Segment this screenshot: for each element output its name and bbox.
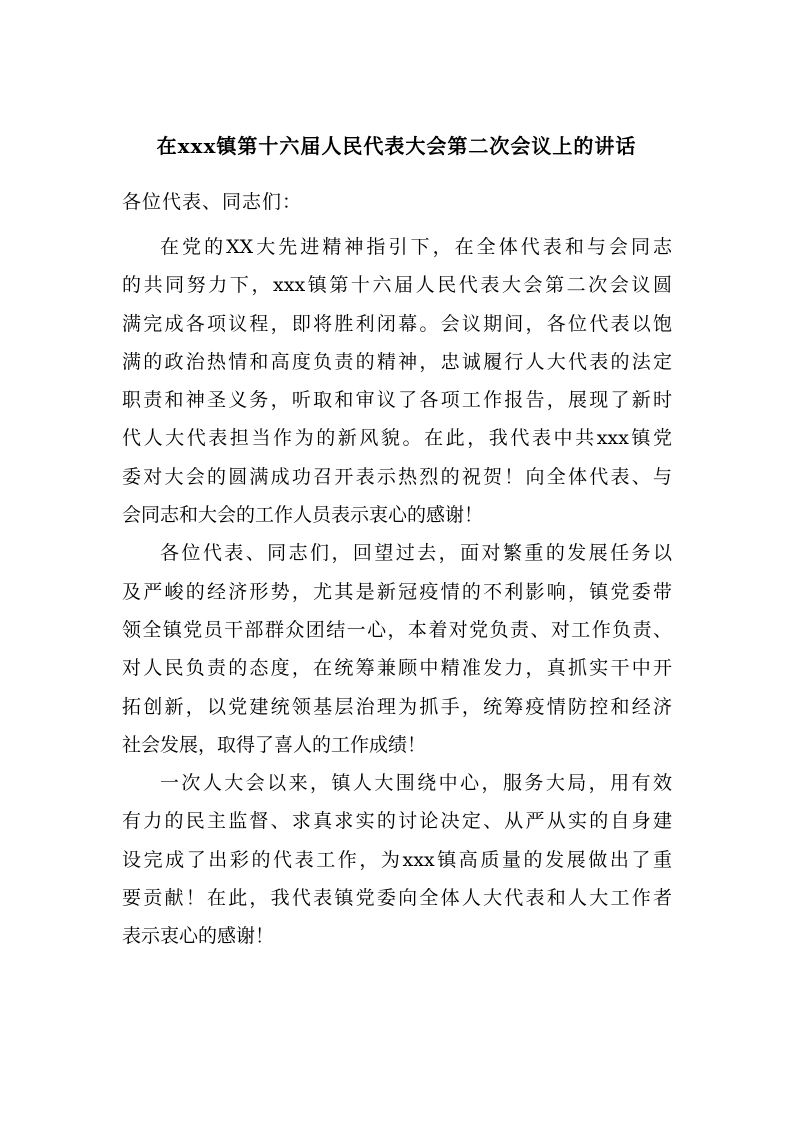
paragraph xyxy=(122,228,672,534)
text-line: 对人民负责的态度，在统筹兼顾中精准发力，真抓实干中开 xyxy=(122,657,672,680)
text-line: 的共同努力下，xxx镇第十六届人民代表大会第二次会议圆 xyxy=(122,274,672,297)
text-line: 委对大会的圆满成功召开表示热烈的祝贺！向全体代表、与 xyxy=(122,465,672,488)
text-line: 一次人大会以来，镇人大围绕中心，服务大局，用有效 xyxy=(160,772,672,795)
text-line: 会同志和大会的工作人员表示衷心的感谢！ xyxy=(122,504,484,527)
text-line: 领全镇党员干部群众团结一心，本着对党负责、对工作负责、 xyxy=(122,618,672,641)
salutation: 各位代表、同志们： xyxy=(122,191,303,213)
paragraph xyxy=(122,764,672,955)
text-line: 社会发展，取得了喜人的工作成绩！ xyxy=(122,733,427,756)
page-title: 在xxx镇第十六届人民代表大会第二次会议上的讲话 xyxy=(156,134,637,158)
text-line: 代人大代表担当作为的新风貌。在此，我代表中共xxx镇党 xyxy=(122,427,672,450)
text-line: 满的政治热情和高度负责的精神，忠诚履行人大代表的法定 xyxy=(122,350,672,373)
text-line: 及严峻的经济形势，尤其是新冠疫情的不利影响，镇党委带 xyxy=(122,580,672,603)
text-line: 有力的民主监督、求真求实的讨论决定、从严从实的自身建 xyxy=(122,810,672,833)
text-line: 各位代表、同志们，回望过去，面对繁重的发展任务以 xyxy=(160,542,672,565)
text-line: 表示衷心的感谢！ xyxy=(122,925,275,948)
text-line: 满完成各项议程，即将胜利闭幕。会议期间，各位代表以饱 xyxy=(122,312,672,335)
text-line: 职责和神圣义务，听取和审议了各项工作报告，展现了新时 xyxy=(122,389,672,412)
text-line: 在党的XX大先进精神指引下，在全体代表和与会同志 xyxy=(160,236,672,258)
paragraph xyxy=(122,534,672,764)
text-line: 要贡献！在此，我代表镇党委向全体人大代表和人大工作者 xyxy=(122,887,672,910)
body-text xyxy=(122,228,672,956)
text-line: 拓创新，以党建统领基层治理为抓手，统筹疫情防控和经济 xyxy=(122,695,672,718)
text-line: 设完成了出彩的代表工作，为xxx镇高质量的发展做出了重 xyxy=(122,848,672,871)
